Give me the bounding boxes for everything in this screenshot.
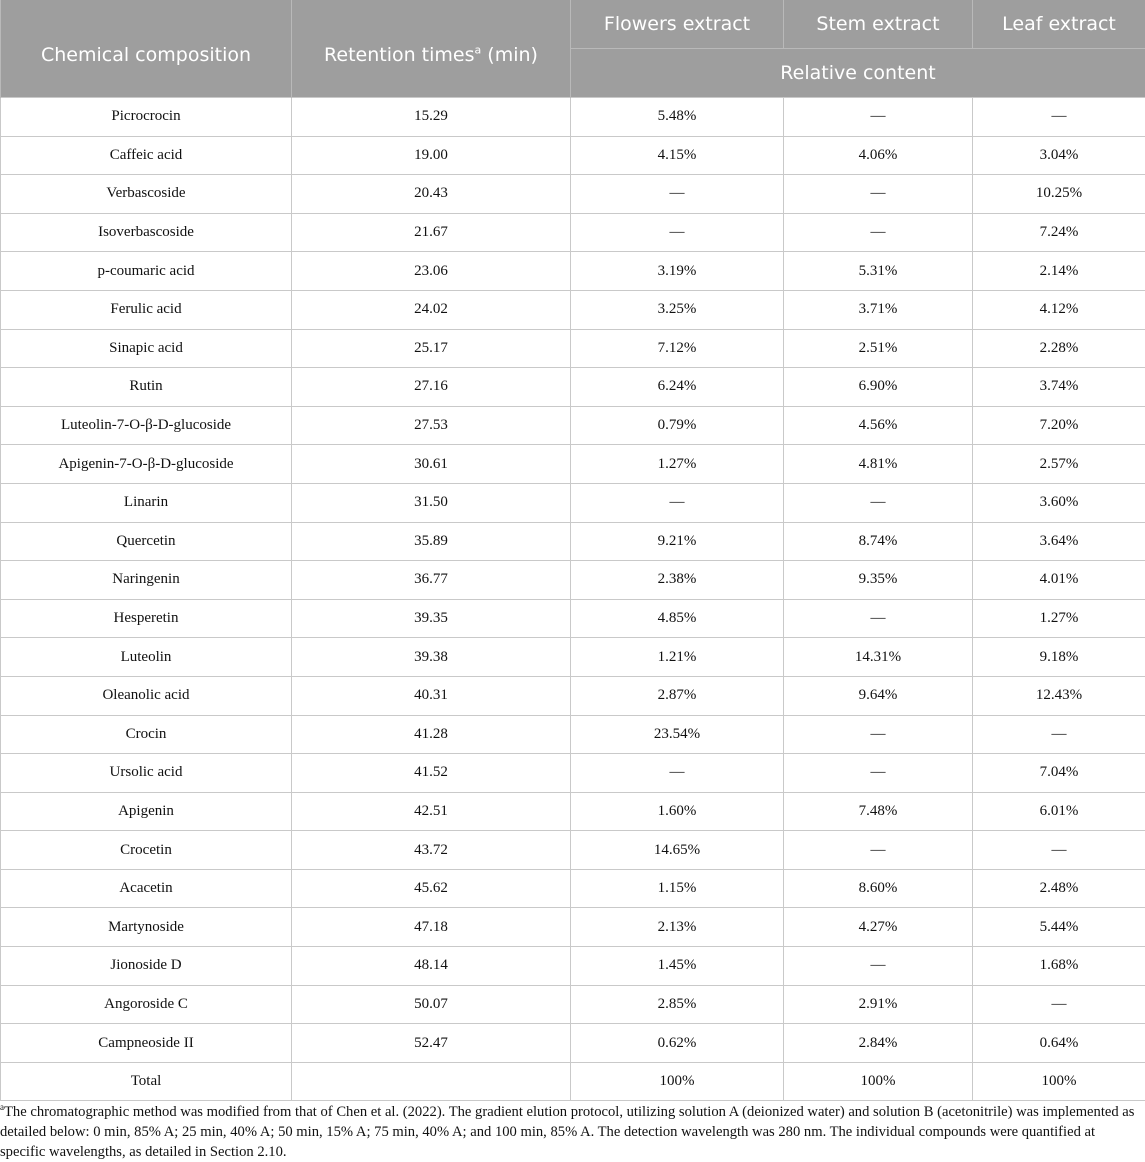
- retention-time: 42.51: [292, 792, 571, 831]
- compound-name: Martynoside: [1, 908, 292, 947]
- compound-name: Ferulic acid: [1, 290, 292, 329]
- retention-time: 15.29: [292, 98, 571, 137]
- stem-value: 4.27%: [784, 908, 973, 947]
- table-footnote: [0, 1102, 1140, 1162]
- flowers-value: 0.62%: [571, 1024, 784, 1063]
- table-row: [1, 985, 1145, 1024]
- table-row: [1, 445, 1145, 484]
- flowers-value: 3.19%: [571, 252, 784, 291]
- compound-name: Linarin: [1, 483, 292, 522]
- leaf-value: —: [973, 831, 1145, 870]
- retention-time: 39.35: [292, 599, 571, 638]
- stem-value: 6.90%: [784, 368, 973, 407]
- flowers-value: 7.12%: [571, 329, 784, 368]
- footnote-text: The chromatographic method was modified from that of Chen et al. (2022). The gradient elution protocol, utilizing solution A (deionized water) and solution B (acetonitrile) was implemented as detailed below: 0 min, 85% A; 25 min, 40% A; 50 min, 15% A; 75 min, 40% A; and 100 min, 85% A. The detection wavelength was 280 nm. The individual compounds were quantified at specific wavelengths, as detailed in Section 2.10.: [0, 1104, 1135, 1160]
- flowers-value: 0.79%: [571, 406, 784, 445]
- leaf-value: 100%: [973, 1062, 1145, 1101]
- table-row: [1, 1024, 1145, 1063]
- stem-value: —: [784, 831, 973, 870]
- retention-time: 27.16: [292, 368, 571, 407]
- flowers-value: 2.85%: [571, 985, 784, 1024]
- compound-name: Quercetin: [1, 522, 292, 561]
- retention-time: 35.89: [292, 522, 571, 561]
- leaf-value: 7.24%: [973, 213, 1145, 252]
- compound-name: Isoverbascoside: [1, 213, 292, 252]
- table-row: [1, 792, 1145, 831]
- flowers-value: 3.25%: [571, 290, 784, 329]
- retention-time: 24.02: [292, 290, 571, 329]
- header-chemical-composition: [1, 0, 292, 98]
- compound-name: Naringenin: [1, 561, 292, 600]
- stem-value: 3.71%: [784, 290, 973, 329]
- leaf-value: 5.44%: [973, 908, 1145, 947]
- flowers-value: 4.15%: [571, 136, 784, 175]
- compound-name: Sinapic acid: [1, 329, 292, 368]
- stem-value: —: [784, 715, 973, 754]
- compound-name: Apigenin: [1, 792, 292, 831]
- leaf-value: 2.57%: [973, 445, 1145, 484]
- compound-name: Oleanolic acid: [1, 676, 292, 715]
- table-header: [1, 0, 1145, 98]
- table-row: [1, 869, 1145, 908]
- stem-value: 4.06%: [784, 136, 973, 175]
- leaf-value: 3.64%: [973, 522, 1145, 561]
- table-row: [1, 715, 1145, 754]
- retention-time: 50.07: [292, 985, 571, 1024]
- header-chemical-composition-label: Chemical composition: [40, 43, 252, 66]
- table-row: [1, 329, 1145, 368]
- leaf-value: 2.14%: [973, 252, 1145, 291]
- table-row: [1, 599, 1145, 638]
- stem-value: 100%: [784, 1062, 973, 1101]
- flowers-value: 5.48%: [571, 98, 784, 137]
- flowers-value: 1.21%: [571, 638, 784, 677]
- retention-time: 27.53: [292, 406, 571, 445]
- flowers-value: 1.45%: [571, 947, 784, 986]
- retention-time: 52.47: [292, 1024, 571, 1063]
- compound-name: Jionoside D: [1, 947, 292, 986]
- retention-time: 45.62: [292, 869, 571, 908]
- retention-time: 43.72: [292, 831, 571, 870]
- header-retention-unit: (min): [481, 43, 538, 66]
- table-row: [1, 368, 1145, 407]
- compound-name: Picrocrocin: [1, 98, 292, 137]
- stem-value: —: [784, 98, 973, 137]
- retention-time: [292, 1062, 571, 1101]
- table-row: [1, 754, 1145, 793]
- table-row: [1, 947, 1145, 986]
- leaf-value: 4.12%: [973, 290, 1145, 329]
- flowers-value: 9.21%: [571, 522, 784, 561]
- stem-value: —: [784, 213, 973, 252]
- table-row-total: [1, 1062, 1145, 1101]
- header-retention-label: Retention times: [324, 43, 475, 66]
- table-row: [1, 908, 1145, 947]
- leaf-value: 1.68%: [973, 947, 1145, 986]
- header-flowers-extract: Flowers extract: [571, 0, 784, 49]
- flowers-value: —: [571, 175, 784, 214]
- stem-value: 4.81%: [784, 445, 973, 484]
- flowers-value: 23.54%: [571, 715, 784, 754]
- leaf-value: 3.60%: [973, 483, 1145, 522]
- stem-value: 8.60%: [784, 869, 973, 908]
- retention-time: 41.52: [292, 754, 571, 793]
- leaf-value: —: [973, 98, 1145, 137]
- stem-value: 8.74%: [784, 522, 973, 561]
- stem-value: 9.35%: [784, 561, 973, 600]
- compound-name: Acacetin: [1, 869, 292, 908]
- table-row: [1, 175, 1145, 214]
- compound-name: p-coumaric acid: [1, 252, 292, 291]
- leaf-value: 9.18%: [973, 638, 1145, 677]
- flowers-value: 2.13%: [571, 908, 784, 947]
- leaf-value: —: [973, 985, 1145, 1024]
- leaf-value: 4.01%: [973, 561, 1145, 600]
- table-row: [1, 252, 1145, 291]
- table-row: [1, 98, 1145, 137]
- compound-name: Apigenin-7-O-β-D-glucoside: [1, 445, 292, 484]
- flowers-value: 1.15%: [571, 869, 784, 908]
- retention-time: 19.00: [292, 136, 571, 175]
- retention-time: 23.06: [292, 252, 571, 291]
- flowers-value: 2.38%: [571, 561, 784, 600]
- leaf-value: 7.20%: [973, 406, 1145, 445]
- table-row: [1, 213, 1145, 252]
- stem-value: 14.31%: [784, 638, 973, 677]
- retention-time: 25.17: [292, 329, 571, 368]
- leaf-value: 10.25%: [973, 175, 1145, 214]
- stem-value: —: [784, 175, 973, 214]
- stem-value: 9.64%: [784, 676, 973, 715]
- compound-name: Total: [1, 1062, 292, 1101]
- retention-time: 48.14: [292, 947, 571, 986]
- leaf-value: 7.04%: [973, 754, 1145, 793]
- compound-name: Rutin: [1, 368, 292, 407]
- stem-value: 4.56%: [784, 406, 973, 445]
- compound-name: Campneoside II: [1, 1024, 292, 1063]
- stem-value: 2.84%: [784, 1024, 973, 1063]
- leaf-value: 0.64%: [973, 1024, 1145, 1063]
- flowers-value: 6.24%: [571, 368, 784, 407]
- table-row: [1, 522, 1145, 561]
- retention-time: 40.31: [292, 676, 571, 715]
- retention-time: 41.28: [292, 715, 571, 754]
- compound-name: Angoroside C: [1, 985, 292, 1024]
- stem-value: —: [784, 754, 973, 793]
- leaf-value: 3.74%: [973, 368, 1145, 407]
- header-stem-extract: Stem extract: [784, 0, 973, 49]
- compound-name: Verbascoside: [1, 175, 292, 214]
- leaf-value: 2.28%: [973, 329, 1145, 368]
- header-retention-footnote-marker: a: [474, 43, 482, 57]
- flowers-value: —: [571, 213, 784, 252]
- flowers-value: 2.87%: [571, 676, 784, 715]
- compound-name: Hesperetin: [1, 599, 292, 638]
- stem-value: 2.51%: [784, 329, 973, 368]
- leaf-value: 2.48%: [973, 869, 1145, 908]
- flowers-value: —: [571, 483, 784, 522]
- flowers-value: 1.27%: [571, 445, 784, 484]
- header-retention-times: [292, 0, 571, 98]
- retention-time: 31.50: [292, 483, 571, 522]
- leaf-value: 12.43%: [973, 676, 1145, 715]
- table-row: [1, 290, 1145, 329]
- table-row: [1, 638, 1145, 677]
- compound-name: Caffeic acid: [1, 136, 292, 175]
- table-body: [1, 98, 1145, 1101]
- table-row: [1, 676, 1145, 715]
- flowers-value: —: [571, 754, 784, 793]
- stem-value: —: [784, 947, 973, 986]
- stem-value: —: [784, 483, 973, 522]
- stem-value: 5.31%: [784, 252, 973, 291]
- retention-time: 21.67: [292, 213, 571, 252]
- retention-time: 20.43: [292, 175, 571, 214]
- flowers-value: 14.65%: [571, 831, 784, 870]
- footnote-marker: a: [0, 1102, 4, 1113]
- table-row: [1, 561, 1145, 600]
- table-row: [1, 831, 1145, 870]
- compound-name: Luteolin-7-O-β-D-glucoside: [1, 406, 292, 445]
- stem-value: 7.48%: [784, 792, 973, 831]
- leaf-value: —: [973, 715, 1145, 754]
- stem-value: 2.91%: [784, 985, 973, 1024]
- header-relative-content: Relative content: [571, 49, 1145, 98]
- flowers-value: 1.60%: [571, 792, 784, 831]
- compound-name: Crocetin: [1, 831, 292, 870]
- leaf-value: 6.01%: [973, 792, 1145, 831]
- compound-name: Crocin: [1, 715, 292, 754]
- retention-time: 47.18: [292, 908, 571, 947]
- flowers-value: 4.85%: [571, 599, 784, 638]
- leaf-value: 1.27%: [973, 599, 1145, 638]
- table-row: [1, 136, 1145, 175]
- retention-time: 36.77: [292, 561, 571, 600]
- flowers-value: 100%: [571, 1062, 784, 1101]
- retention-time: 30.61: [292, 445, 571, 484]
- compound-name: Ursolic acid: [1, 754, 292, 793]
- header-leaf-extract: Leaf extract: [973, 0, 1145, 49]
- compound-name: Luteolin: [1, 638, 292, 677]
- leaf-value: 3.04%: [973, 136, 1145, 175]
- stem-value: —: [784, 599, 973, 638]
- retention-time: 39.38: [292, 638, 571, 677]
- table-row: [1, 483, 1145, 522]
- table-row: [1, 406, 1145, 445]
